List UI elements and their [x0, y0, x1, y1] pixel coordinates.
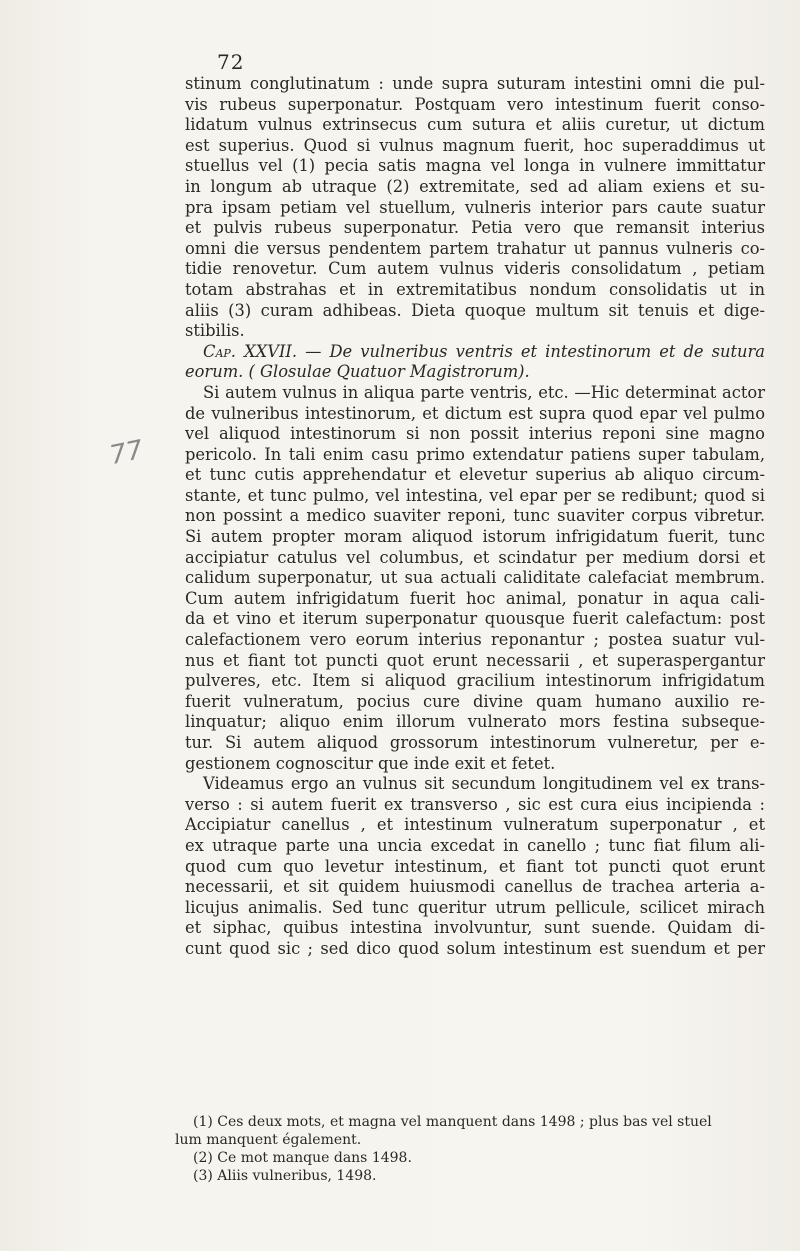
paragraph-continuation: [185, 74, 765, 342]
footnote-1-continuation: lum manquent également.: [175, 1132, 362, 1148]
text-line: stinum conglutinatum : unde supra suturam intestini omni die pul-: [185, 74, 765, 93]
text-line: stante, et tunc pulmo, vel intestina, vel epar per se redibunt; quod si: [185, 485, 765, 505]
text-line: Cum autem infrigidatum fuerit hoc animal, ponatur in aqua cali-: [185, 588, 765, 608]
text-line: calefactionem vero eorum interius reponantur ; postea suatur vul-: [185, 630, 765, 650]
text-line: vel aliquod intestinorum si non possit interius reponi sine magno: [185, 424, 765, 444]
text-line: stibilis.: [185, 321, 245, 341]
paragraph-videamus: [185, 774, 765, 959]
margin-annotation: 77: [107, 434, 146, 472]
text-line: pericolo. In tali enim casu primo extendatur patiens super tabulam,: [185, 444, 765, 464]
text-line: Accipiatur canellus , et intestinum vulneratum superponatur , et: [185, 815, 765, 835]
text-line: et siphac, quibus intestina involvuntur, sunt suende. Quidam di-: [185, 918, 765, 938]
text-line: vis rubeus superponatur. Postquam vero intestinum fuerit conso-: [185, 94, 765, 114]
text-line: in longum ab utraque (2) extremitate, sed ad aliam exiens et su-: [185, 176, 765, 196]
text-line: gestionem cognoscitur que inde exit et fetet.: [185, 753, 556, 773]
text-line: Videamus ergo an vulnus sit secundum longitudinem vel ex trans-: [203, 774, 765, 794]
text-line: da et vino et iterum superponatur quousque fuerit calefactum: post: [185, 609, 765, 629]
text-line: lidatum vulnus extrinsecus cum sutura et aliis curetur, ut dictum: [185, 115, 765, 135]
text-line: non possint a medico suaviter reponi, tunc suaviter corpus vibretur.: [185, 506, 765, 526]
footnotes: [175, 1113, 765, 1185]
text-line: tur. Si autem aliquod grossorum intestinorum vulneretur, per e-: [185, 733, 765, 752]
text-line: omni die versus pendentem partem trahatur ut pannus vulneris co-: [185, 238, 765, 258]
chapter-heading-line: [185, 342, 765, 363]
text-line: aliis (3) curam adhibeas. Dieta quoque multum sit tenuis et dige-: [185, 300, 765, 320]
text-line: totam abstrahas et in extremitatibus nondum consolidatis ut in: [185, 279, 765, 299]
text-line: necessarii, et sit quidem huiusmodi canellus de trachea arteria a-: [185, 877, 765, 897]
text-line: calidum superponatur, ut sua actuali caliditate calefaciat membrum.: [185, 568, 765, 588]
text-line: nus et fiant tot puncti quot erunt necessarii , et superaspergantur: [185, 650, 765, 670]
chapter-number: Cap. XXVII.: [203, 341, 298, 361]
text-line: pulveres, etc. Item si aliquod gracilium intestinorum infrigidatum: [185, 671, 765, 691]
text-line: linquatur; aliquo enim illorum vulnerato mors festina subseque-: [185, 712, 765, 732]
text-line: accipiatur catulus vel columbus, et scindatur per medium dorsi et: [185, 547, 765, 567]
text-line: Si autem propter moram aliquod istorum infrigidatum fuerit, tunc: [185, 527, 765, 547]
text-line: pra ipsam petiam vel stuellum, vulneris interior pars caute suatur: [185, 197, 765, 217]
chapter-title-continuation: eorum. ( Glosulae Quatuor Magistrorum).: [185, 362, 530, 382]
text-line: licujus animalis. Sed tunc queritur utrum pellicule, scilicet mirach: [185, 897, 765, 917]
text-line: ex utraque parte una uncia excedat in canello ; tunc fiat filum ali-: [185, 835, 765, 855]
text-line: quod cum quo levetur intestinum, et fiant tot puncti quot erunt: [185, 856, 765, 876]
footnote-2: (2) Ce mot manque dans 1498.: [193, 1150, 412, 1166]
text-line: verso : si autem fuerit ex transverso , sic est cura eius incipienda :: [185, 794, 765, 814]
text-line: fuerit vulneratum, pocius cure divine quam humano auxilio re-: [185, 691, 765, 711]
chapter-title: — De vulneribus ventris et intestinorum et de sutura: [297, 341, 765, 361]
text-line: et tunc cutis apprehendatur et elevetur superius ab aliquo circum-: [185, 465, 765, 485]
text-line: stuellus vel (1) pecia satis magna vel longa in vulnere immittatur: [185, 156, 765, 176]
paragraph-commentary: [185, 383, 765, 774]
footnote-1: (1) Ces deux mots, et magna vel manquent dans 1498 ; plus bas vel stuel: [193, 1114, 712, 1130]
chapter-heading: [185, 342, 765, 383]
text-line: est superius. Quod si vulnus magnum fuerit, hoc superaddimus ut: [185, 135, 765, 155]
footnote-3: (3) Aliis vulneribus, 1498.: [193, 1168, 377, 1184]
page-number: 72: [217, 50, 245, 74]
text-line: tidie renovetur. Cum autem vulnus videris consolidatum , petiam: [185, 259, 765, 279]
body-text: [185, 74, 765, 960]
text-line: de vulneribus intestinorum, et dictum est supra quod epar vel pulmo: [185, 403, 765, 423]
text-line: et pulvis rubeus superponatur. Petia vero que remansit interius: [185, 218, 765, 238]
text-line: cunt quod sic ; sed dico quod solum intestinum est suendum et per: [185, 938, 765, 958]
text-line: Si autem vulnus in aliqua parte ventris, etc. —Hic determinat actor: [203, 382, 765, 402]
